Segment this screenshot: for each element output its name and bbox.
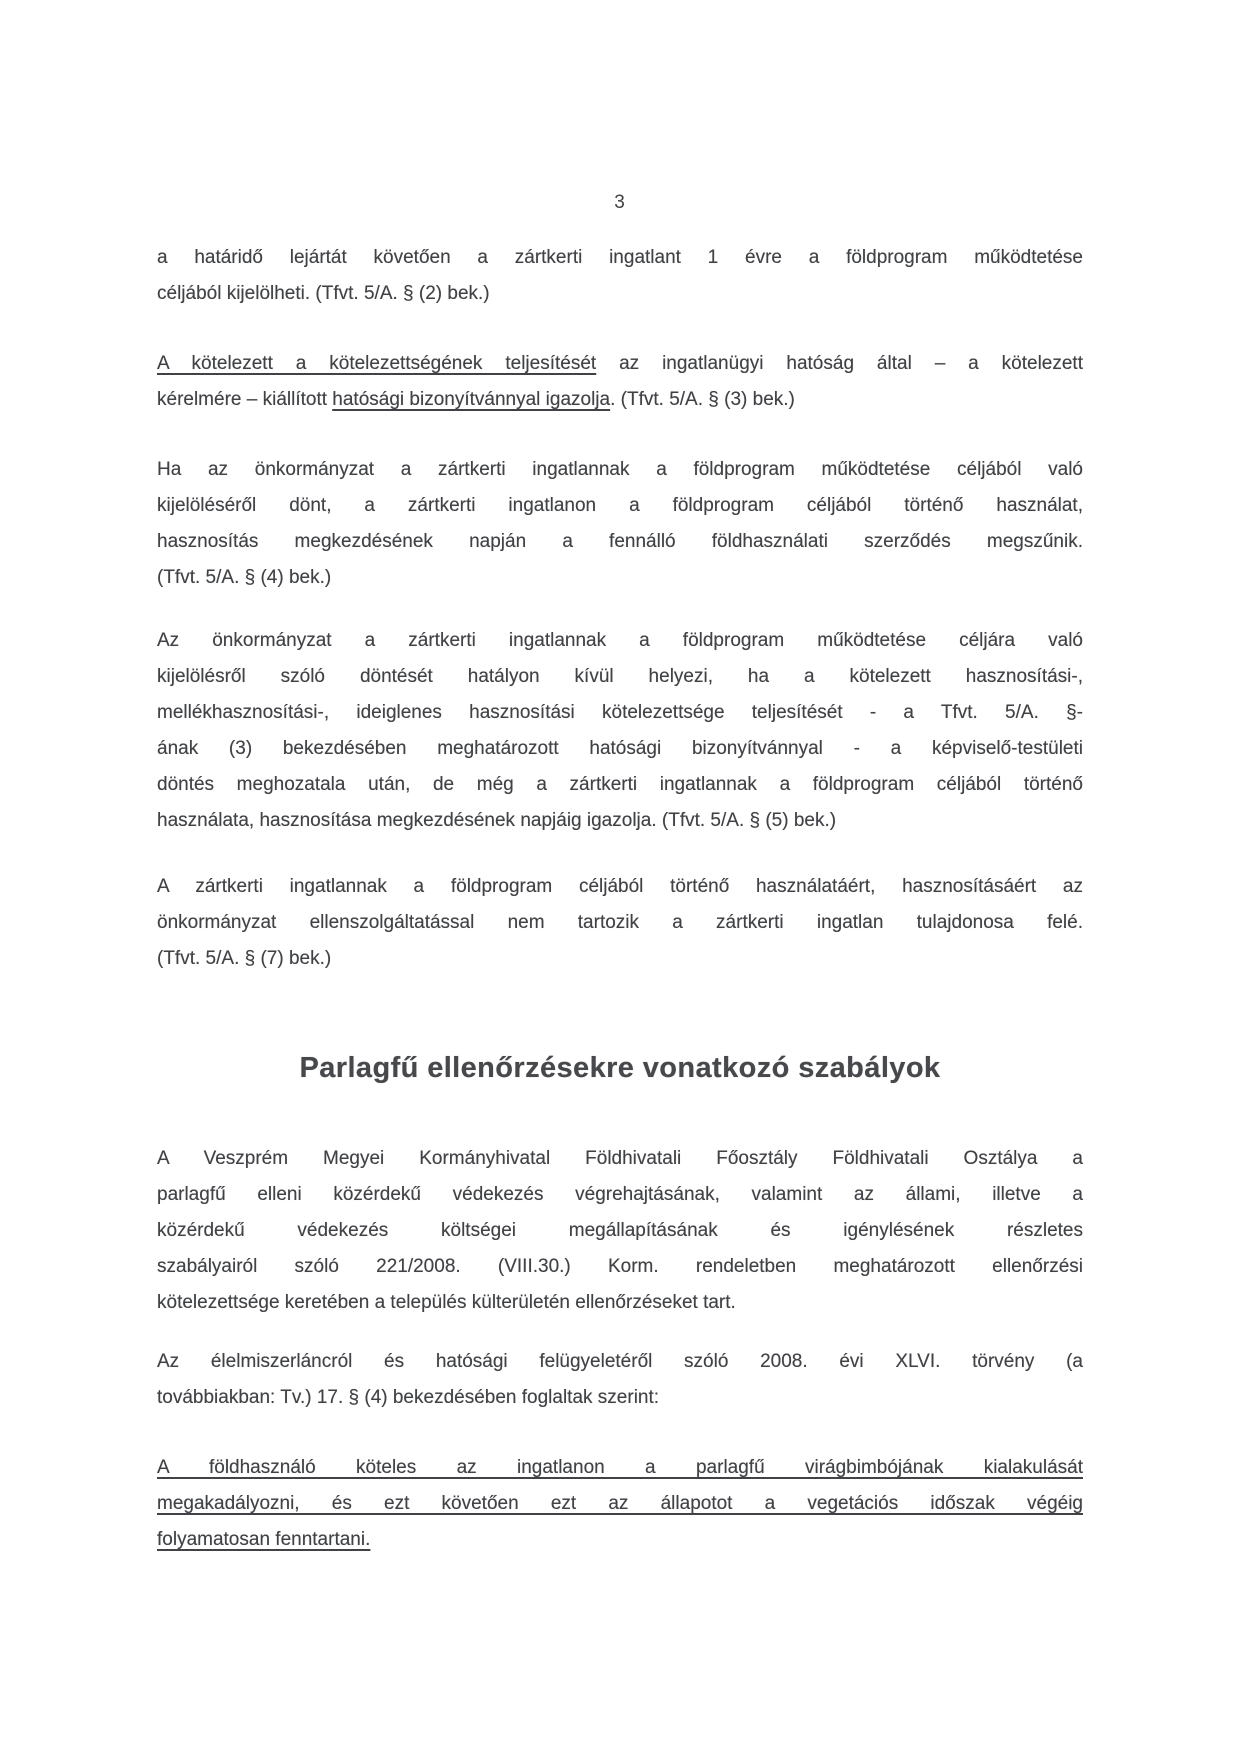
- page-number: 3: [614, 192, 625, 213]
- text-segment: céljából kijelölheti. (Tfvt. 5/A. § (2) bek.): [157, 283, 490, 304]
- text-segment: kijelölésről szóló döntését hatályon kívül helyezi, ha a kötelezett hasznosítási-,: [157, 666, 1083, 687]
- text-line: [157, 240, 1083, 276]
- text-line: [157, 382, 1083, 418]
- text-line: [157, 1285, 1083, 1321]
- text-segment: szabályairól szóló 221/2008. (VIII.30.) Korm. rendeletben meghatározott ellenőrzési: [157, 1256, 1083, 1277]
- underlined-text: A földhasználó köteles az ingatlanon a parlagfű virágbimbójának kialakulását: [157, 1457, 1083, 1478]
- paragraph-foldhasznalo-kotelezettseg: [157, 1450, 1083, 1558]
- text-segment: Az önkormányzat a zártkerti ingatlannak a földprogram működtetése céljára való: [157, 630, 1083, 651]
- paragraph-tfvt-5a-5: [157, 623, 1083, 839]
- text-line: [157, 731, 1083, 767]
- text-line: [157, 524, 1083, 560]
- text-segment: kötelezettsége keretében a település külterületén ellenőrzéseket tart.: [157, 1292, 736, 1313]
- text-line: [157, 905, 1083, 941]
- text-line: [157, 803, 1083, 839]
- text-segment: Ha az önkormányzat a zártkerti ingatlannak a földprogram működtetése céljából való: [157, 459, 1083, 480]
- text-line: [157, 276, 1083, 312]
- text-line: [157, 1141, 1083, 1177]
- text-line: [157, 346, 1083, 382]
- text-segment: kérelmére – kiállított: [157, 389, 333, 410]
- underlined-text: folyamatosan fenntartani.: [157, 1529, 371, 1550]
- text-segment: ának (3) bekezdésében meghatározott hatósági bizonyítvánnyal - a képviselő-testületi: [157, 738, 1083, 759]
- text-segment: önkormányzat ellenszolgáltatással nem tartozik a zártkerti ingatlan tulajdonosa felé.: [157, 912, 1083, 933]
- text-segment: használata, hasznosítása megkezdésének napjáig igazolja. (Tfvt. 5/A. § (5) bek.): [157, 810, 837, 831]
- text-segment: Az élelmiszerláncról és hatósági felügyeletéről szóló 2008. évi XLVI. törvény (a: [157, 1351, 1083, 1372]
- text-line: [157, 1177, 1083, 1213]
- underlined-text: megakadályozni, és ezt követően ezt az állapotot a vegetációs időszak végéig: [157, 1493, 1083, 1514]
- text-line: [157, 560, 1083, 596]
- text-segment: (Tfvt. 5/A. § (4) bek.): [157, 567, 332, 588]
- text-segment: mellékhasznosítási-, ideiglenes hasznosítási kötelezettsége teljesítését - a Tfvt. 5/A. §-: [157, 702, 1083, 723]
- text-segment: az ingatlanügyi hatóság által – a kötelezett: [596, 353, 1083, 374]
- text-segment: hasznosítás megkezdésének napján a fennálló földhasználati szerződés megszűnik.: [157, 531, 1083, 552]
- text-line: [157, 488, 1083, 524]
- text-line: [157, 1344, 1083, 1380]
- text-line: [157, 941, 1083, 977]
- text-line: [157, 1450, 1083, 1486]
- text-line: [157, 1249, 1083, 1285]
- text-segment: (Tfvt. 5/A. § (7) bek.): [157, 948, 332, 969]
- text-line: [157, 1486, 1083, 1522]
- text-segment: továbbiakban: Tv.) 17. § (4) bekezdésében foglaltak szerint:: [157, 1387, 660, 1408]
- text-segment: kijelöléséről dönt, a zártkerti ingatlanon a földprogram céljából történő használat,: [157, 495, 1083, 516]
- text-line: [157, 659, 1083, 695]
- text-line: [157, 1380, 1083, 1416]
- text-segment: közérdekű védekezés költségei megállapításának és igénylésének részletes: [157, 1220, 1083, 1241]
- text-line: [157, 695, 1083, 731]
- paragraph-tfvt-5a-3: [157, 346, 1083, 418]
- text-line: [157, 869, 1083, 905]
- text-line: [157, 767, 1083, 803]
- text-line: [157, 1213, 1083, 1249]
- text-segment: a határidő lejártát követően a zártkerti ingatlant 1 évre a földprogram működtetése: [157, 247, 1083, 268]
- text-line: [157, 1522, 1083, 1558]
- paragraph-elelmiszerlanc-torveny: [157, 1344, 1083, 1416]
- paragraph-kormanyhivatal-ellenorzes: [157, 1141, 1083, 1321]
- text-line: [157, 623, 1083, 659]
- paragraph-tfvt-5a-4: [157, 452, 1083, 596]
- underlined-text: A kötelezett a kötelezettségének teljesítését: [157, 353, 597, 374]
- text-line: [157, 452, 1083, 488]
- underlined-text: hatósági bizonyítvánnyal igazolja: [332, 389, 611, 410]
- text-segment: döntés meghozatala után, de még a zártkerti ingatlannak a földprogram céljából történő: [157, 774, 1083, 795]
- section-heading: Parlagfű ellenőrzésekre vonatkozó szabályok: [299, 1052, 941, 1084]
- text-segment: A Veszprém Megyei Kormányhivatal Földhivatali Főosztály Földhivatali Osztálya a: [157, 1148, 1083, 1169]
- paragraph-tfvt-5a-7: [157, 869, 1083, 977]
- text-segment: parlagfű elleni közérdekű védekezés végrehajtásának, valamint az állami, illetve a: [157, 1184, 1083, 1205]
- paragraph-tfvt-5a-2: [157, 240, 1083, 312]
- text-segment: A zártkerti ingatlannak a földprogram céljából történő használatáért, hasznosításáért az: [157, 876, 1083, 897]
- text-segment: . (Tfvt. 5/A. § (3) bek.): [610, 389, 795, 410]
